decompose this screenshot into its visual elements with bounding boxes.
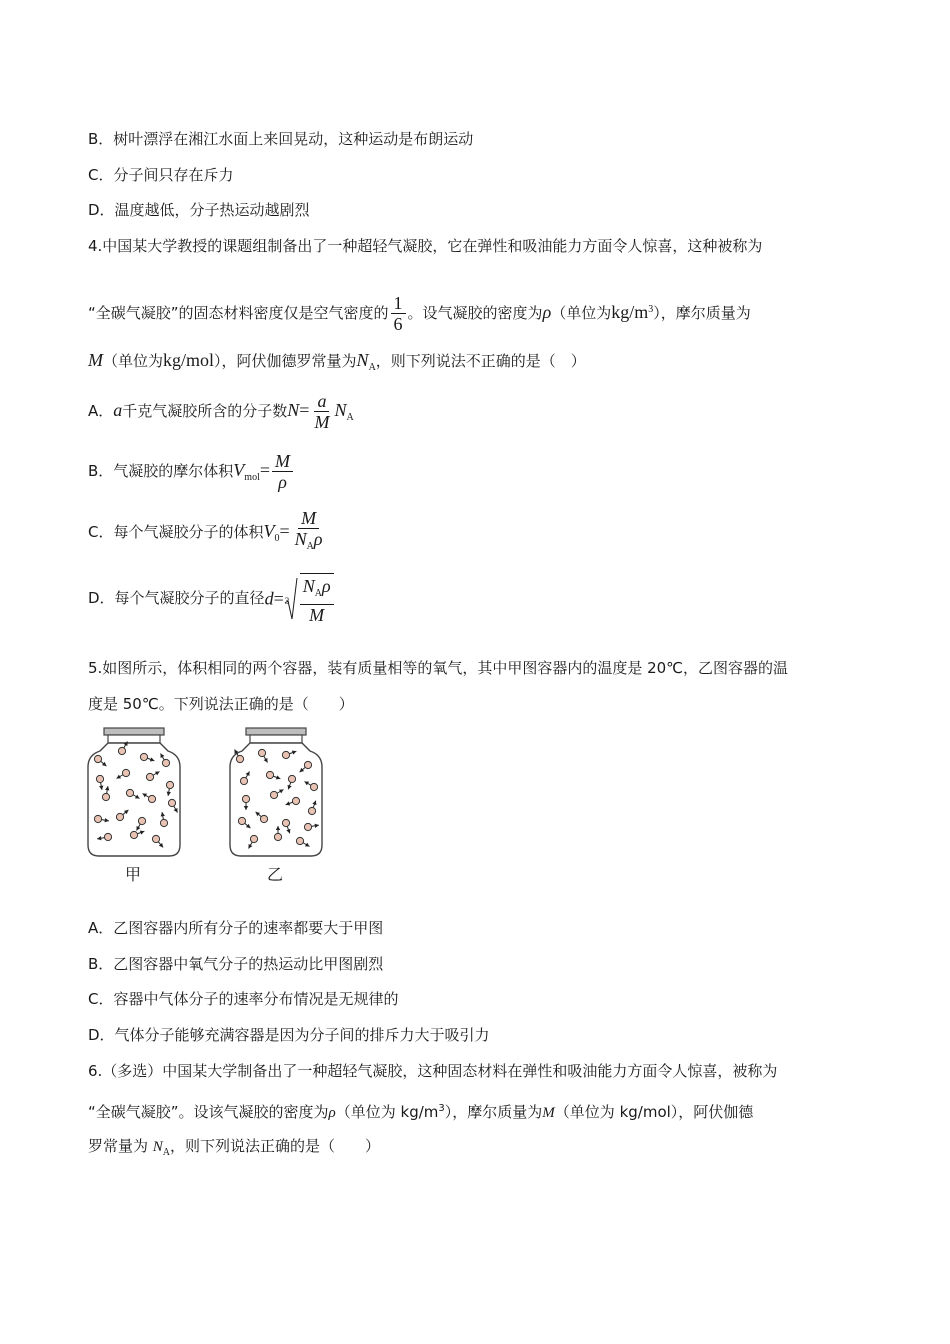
fraction (311, 391, 332, 432)
gas-molecule-jia-10 (148, 795, 155, 802)
avogadro-subscript: A (306, 541, 314, 552)
option-text: 千克气凝胶所含的分子数 (122, 402, 288, 420)
gas-molecule-yi-14 (282, 819, 289, 826)
q6-text: ），摩尔质量为 (444, 1103, 543, 1121)
gas-molecule-jia-11 (168, 799, 175, 806)
avogadro-symbol: N (356, 350, 369, 370)
molar-unit: kg/mol (163, 350, 215, 370)
avogadro-symbol: N (152, 1139, 163, 1155)
q5-option-b: B．乙图容器中氧气分子的热运动比甲图剧烈 (88, 955, 384, 973)
gas-molecule-jia-17 (130, 831, 137, 838)
q6-stem-line3 (88, 1136, 380, 1163)
q4-text: 。设气凝胶的密度为 (407, 304, 543, 322)
q6-text: （单位为 kg/mol），阿伏伽德 (554, 1103, 754, 1121)
q5-stem-line1: 5.如图所示，体积相同的两个容器，装有质量相等的氧气，其中甲图容器内的温度是 20℃，乙图容器的温 (88, 659, 789, 677)
gas-molecule-jia-13 (116, 813, 123, 820)
gas-molecule-jia-16 (104, 833, 111, 840)
frac-num: M (298, 508, 319, 529)
avogadro-subscript: A (368, 362, 376, 373)
jar-lid (246, 728, 306, 735)
density-unit: kg/m (611, 302, 649, 322)
fraction (272, 451, 293, 492)
gas-molecule-yi-16 (250, 835, 257, 842)
gas-molecule-yi-10 (292, 797, 299, 804)
unit-superscript: 3 (438, 1103, 445, 1114)
gas-molecule-jia-15 (160, 819, 167, 826)
gas-molecule-jia-14 (138, 817, 145, 824)
gas-molecule-yi-5 (266, 771, 273, 778)
q6-text: “全碳气凝胶”。设该气凝胶的密度为 (88, 1103, 329, 1121)
avogadro-subscript: A (346, 412, 354, 423)
cube-root (284, 573, 336, 625)
math-var: ρ (313, 529, 323, 549)
math-var: V (263, 521, 275, 541)
q3-option-c: C．分子间只存在斥力 (88, 166, 234, 184)
math-var: V (233, 460, 245, 480)
math-subscript: mol (244, 472, 260, 483)
avogadro-symbol: N (334, 400, 347, 420)
gas-molecule-yi-0 (236, 755, 243, 762)
frac-num (300, 576, 334, 605)
q5-stem-line2: 度是 50℃。下列说法正确的是（ ） (88, 695, 354, 713)
option-text: B．气凝胶的摩尔体积 (88, 462, 234, 480)
math-var: N (287, 400, 300, 420)
gas-molecule-yi-12 (238, 817, 245, 824)
q4-option-d (88, 572, 336, 625)
gas-molecule-jia-12 (94, 815, 101, 822)
q5-option-a: A．乙图容器内所有分子的速率都要大于甲图 (88, 919, 384, 937)
q6-stem-line1: 6.（多选）中国某大学制备出了一种超轻气凝胶，这种固态材料在弹性和吸油能力方面令人惊喜，被称为 (88, 1062, 778, 1080)
gas-molecule-yi-8 (242, 795, 249, 802)
gas-molecule-yi-2 (282, 751, 289, 758)
jar-lid (104, 728, 164, 735)
q4-text: ），阿伏伽德罗常量为 (214, 352, 357, 370)
gas-molecule-yi-11 (308, 807, 315, 814)
unit-superscript: 3 (648, 304, 654, 315)
jar-jia-figure (86, 727, 182, 859)
molar-mass-symbol: M (88, 350, 103, 370)
gas-molecule-yi-17 (274, 833, 281, 840)
jar-neck (108, 735, 160, 743)
gas-molecule-yi-7 (310, 783, 317, 790)
fraction (292, 508, 326, 557)
q4-option-c (88, 508, 328, 561)
q4-stem-line1: 4.中国某大学教授的课题组制备出了一种超轻气凝胶，它在弹性和吸油能力方面令人惊喜，这种被称为 (88, 237, 763, 255)
q3-option-d: D．温度越低，分子热运动越剧烈 (88, 201, 310, 219)
math-var: N (294, 529, 307, 549)
math-var: N (302, 575, 315, 596)
gas-molecule-jia-3 (162, 759, 169, 766)
rho-symbol: ρ (328, 1105, 336, 1121)
q4-text: ），摩尔质量为 (653, 304, 751, 322)
q4-text: ，则下列说法不正确的是（ ） (375, 352, 586, 370)
q4-stem-line2 (88, 288, 751, 335)
gas-molecule-jia-7 (166, 781, 173, 788)
q5-option-c: C．容器中气体分子的速率分布情况是无规律的 (88, 990, 399, 1008)
jar-neck (250, 735, 302, 743)
gas-molecule-yi-18 (296, 837, 303, 844)
gas-molecule-jia-0 (94, 755, 101, 762)
jar-jia-label: 甲 (125, 865, 142, 884)
equals-sign: = (299, 400, 310, 420)
equals-sign: = (273, 588, 284, 609)
q3-option-b: B．树叶漂浮在湘江水面上来回晃动，这种运动是布朗运动 (88, 130, 474, 148)
q4-option-a (88, 388, 354, 440)
q4-option-b (88, 448, 295, 500)
gas-molecule-jia-2 (140, 753, 147, 760)
frac-num: M (272, 451, 293, 472)
molar-mass-symbol: M (542, 1105, 555, 1121)
q6-text: ，则下列说法正确的是（ ） (170, 1137, 381, 1155)
q4-text: （单位为 (103, 352, 164, 370)
jar-yi-figure (228, 727, 324, 859)
avogadro-subscript: A (162, 1147, 171, 1158)
q4-stem-line3 (88, 350, 586, 378)
q6-text: 罗常量为 (88, 1137, 153, 1155)
jar-yi-label: 乙 (267, 865, 284, 884)
gas-molecule-yi-9 (270, 791, 277, 798)
option-text: C．每个气凝胶分子的体积 (88, 523, 264, 541)
frac-den (292, 529, 326, 557)
gas-molecule-yi-3 (304, 761, 311, 768)
option-label: A． (88, 402, 114, 420)
gas-molecule-jia-1 (118, 747, 125, 754)
gas-molecule-jia-18 (152, 835, 159, 842)
frac-num: 1 (391, 293, 406, 314)
gas-molecule-yi-4 (240, 777, 247, 784)
q4-text: “全碳气凝胶”的固态材料密度仅是空气密度的 (88, 304, 389, 322)
frac-den: M (309, 604, 325, 625)
math-subscript: 0 (274, 533, 280, 544)
q5-option-d: D．气体分子能够充满容器是因为分子间的排斥力大于吸引力 (88, 1026, 490, 1044)
equals-sign: = (279, 521, 290, 541)
gas-molecule-jia-5 (122, 769, 129, 776)
fraction (300, 573, 334, 625)
gas-molecule-jia-6 (146, 773, 153, 780)
gas-molecule-yi-15 (304, 823, 311, 830)
fraction-one-sixth (391, 293, 406, 334)
q6-text: （单位为 kg/m (335, 1103, 439, 1121)
frac-den: 6 (393, 314, 403, 334)
gas-molecule-yi-1 (258, 749, 265, 756)
q6-stem-line2 (88, 1099, 753, 1123)
math-var: ρ (321, 575, 331, 596)
rho-symbol: ρ (542, 302, 552, 322)
frac-den: M (314, 412, 330, 432)
gas-molecule-yi-13 (260, 815, 267, 822)
avogadro-subscript: A (314, 587, 322, 599)
gas-molecule-jia-8 (102, 793, 109, 800)
option-text: D．每个气凝胶分子的直径 (88, 589, 265, 607)
math-var: a (113, 400, 123, 420)
equals-sign: = (259, 460, 271, 480)
frac-den: ρ (278, 472, 287, 492)
frac-num: a (314, 391, 329, 412)
gas-molecule-yi-6 (288, 775, 295, 782)
root-index: 3 (284, 595, 290, 606)
q4-text: （单位为 (551, 304, 612, 322)
math-var: d (264, 588, 274, 609)
gas-molecule-jia-4 (96, 775, 103, 782)
gas-molecule-jia-9 (126, 789, 133, 796)
